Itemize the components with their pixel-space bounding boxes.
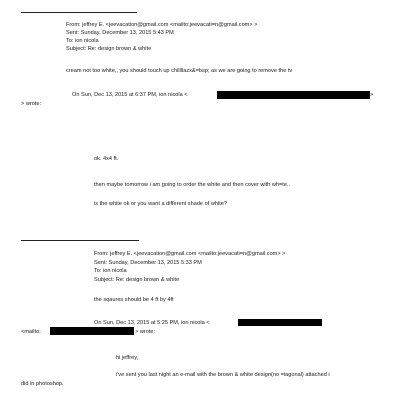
msg1-quote-intro-end: >: [370, 92, 374, 98]
msg2-greeting: hi jeffrey,: [116, 355, 139, 361]
separator-rule-2: [21, 240, 139, 241]
msg2-wrote: > wrote:: [135, 329, 156, 335]
msg2-quote-intro: On Sun, Dec 13, 2015 at 5:25 PM, ion nicola <: [94, 320, 210, 326]
msg2-body: the sqaures should be 4 ft by 4ft: [94, 297, 174, 303]
redaction-box: [238, 319, 322, 326]
msg1-body: cream not too white,, you should touch up chillllazx&=bsp; as we are going to remove the tv: [66, 68, 293, 74]
msg2-mailto: <mailto:: [21, 329, 41, 335]
msg1-quoted-line-3: is the white ok or you want a different shade of white?: [94, 201, 227, 207]
msg2-subject: Subject: Re: design brown & white: [94, 277, 180, 283]
msg1-quoted-line-2: then maybe tomorrow i am going to order the white and then cover with wh=te..: [94, 182, 291, 188]
msg2-to: To: ion nicola: [94, 268, 127, 274]
msg1-to: To: ion nicola: [66, 38, 99, 44]
redaction-box: [50, 327, 134, 335]
msg1-quote-intro: On Sun, Dec 13, 2015 at 6:37 PM, ion nicola <: [72, 92, 188, 98]
msg1-quoted-line-1: ok. 4x4 ft.: [94, 156, 119, 162]
msg2-from: From: jeffrey E. <jeevacation@gmail.com <mailto:jeevacati=n@gmail.com> >: [94, 251, 286, 257]
msg2-quoted-line-2: did in photoshop.: [21, 381, 64, 387]
msg1-subject: Subject: Re: design brown & white: [66, 46, 152, 52]
msg1-wrote: > wrote:: [21, 101, 42, 107]
redaction-box: [217, 91, 370, 99]
msg1-sent: Sent: Sunday, December 13, 2015 5:43 PM: [66, 30, 174, 36]
separator-rule-1: [21, 12, 137, 13]
msg2-sent: Sent: Sunday, December 13, 2015 5:33 PM: [94, 260, 202, 266]
msg2-quoted-line-1: i've sent you last night an e-mail with the brown & white design(no =iagonal) attached i: [116, 372, 330, 378]
msg1-from: From: jeffrey E. <jeevacation@gmail.com <mailto:jeevacati=n@gmail.com> >: [66, 22, 258, 28]
